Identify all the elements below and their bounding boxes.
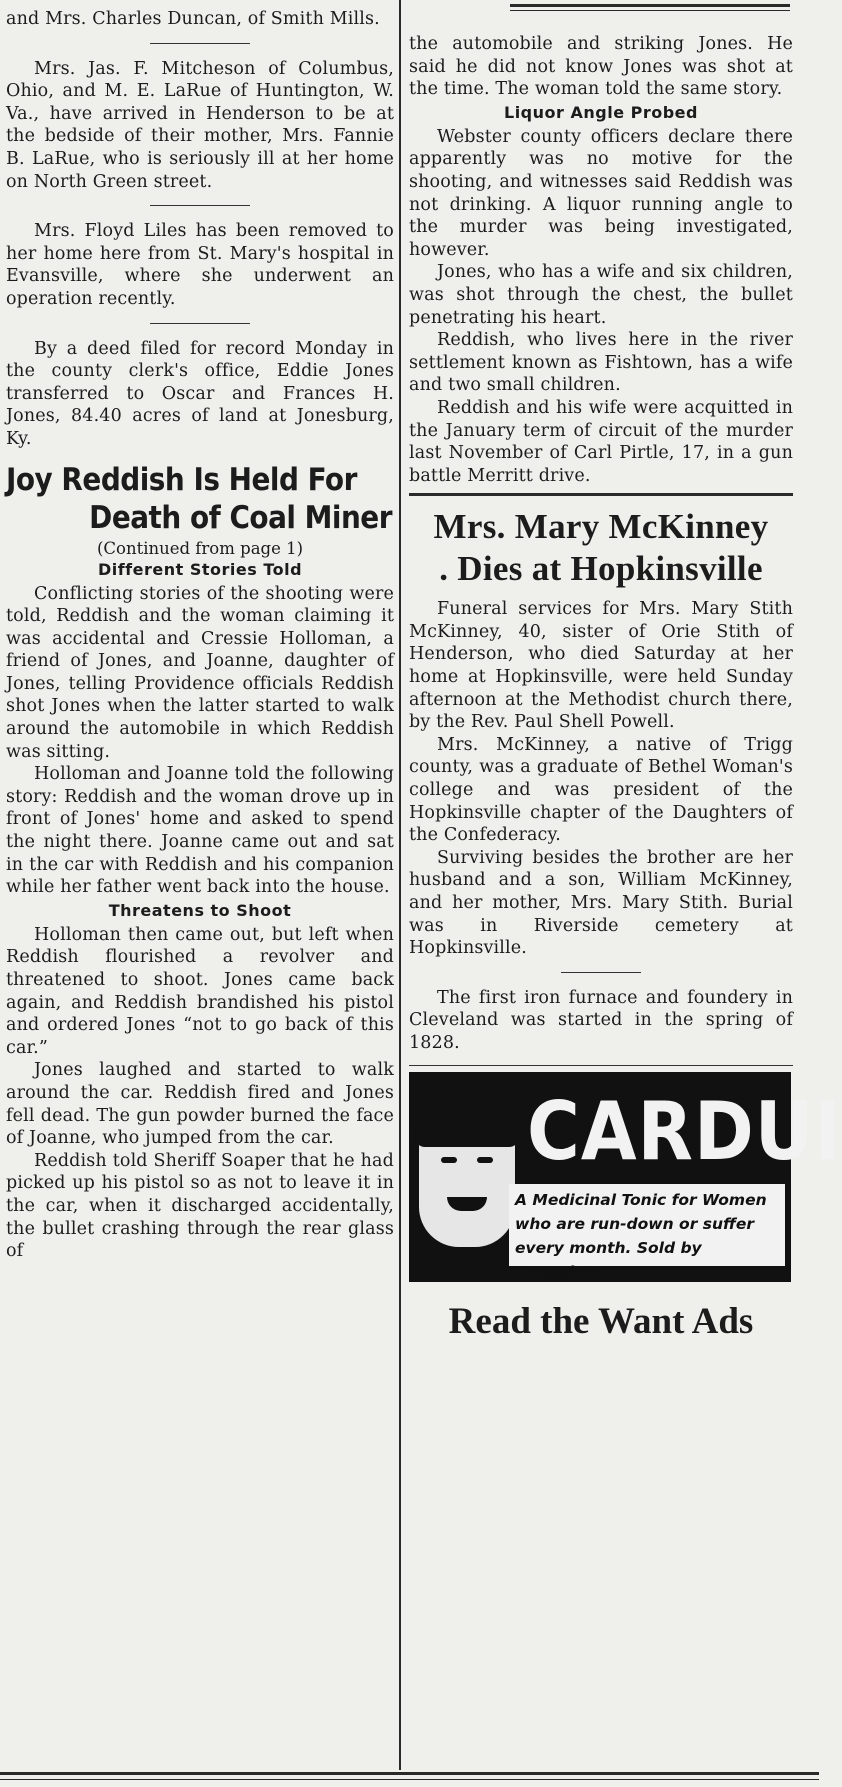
bottom-rule-thin bbox=[0, 1779, 819, 1780]
paragraph-furnace: The first iron furnace and foundery in Cleveland was started in the spring of 1828. bbox=[409, 987, 793, 1053]
subhead-different-stories: Different Stories Told bbox=[97, 559, 303, 579]
bottom-rule bbox=[0, 1772, 819, 1775]
ad-line-1: A Medicinal Tonic for Women bbox=[515, 1190, 767, 1209]
column-divider bbox=[399, 0, 401, 1770]
want-ads-banner: Read the Want Ads bbox=[448, 1300, 754, 1342]
paragraph-native: Mrs. McKinney, a native of Trigg county, was a graduate of Bethel Woman's college and was president of the Hopkinsville chapter of the Daughters of the Confederacy. bbox=[409, 734, 793, 846]
paragraph-funeral: Funeral services for Mrs. Mary Stith McKinney, 40, sister of Orie Stith of Henderson, who died Saturday at her home at Hopkinsville, were held Sunday afternoon at the Methodist church there, by the Rev. Paul Shell Powell. bbox=[409, 599, 793, 733]
paragraph-fishtown: Reddish, who lives here in the river settlement known as Fishtown, has a wife and two small children. bbox=[409, 330, 793, 396]
cardui-advertisement bbox=[409, 1072, 842, 1282]
paragraph-larue: Mrs. Jas. F. Mitcheson of Columbus, Ohio, and M. E. LaRue of Huntington, W. Va., have arrived in Henderson to be at the bedside of their mother, Mrs. Fannie B. LaRue, who is seriously ill at her home on North Green street. bbox=[6, 58, 394, 192]
paragraph-automobile: the automobile and striking Jones. He said he did not know Jones was shot at the time. The woman told the same story. bbox=[409, 34, 793, 100]
paragraph-laughed: Jones laughed and started to walk around the car. Reddish fired and Jones fell dead. The gun powder burned the face of Joanne, who jumped from the car. bbox=[6, 1060, 394, 1149]
section-rule bbox=[409, 493, 793, 496]
ad-line-3: every month. Sold by Druggists bbox=[515, 1238, 702, 1281]
paragraph-holloman: Holloman and Joanne told the following story: Reddish and the woman drove up in front of Jones' home and asked to spend the night there. Joanne came out and sat in the car with Reddish and his companion while her father went back into the house. bbox=[6, 764, 394, 898]
paragraph-liles: Mrs. Floyd Liles has been removed to her home here from St. Mary's hospital in Evansville, where she underwent an operation recently. bbox=[6, 221, 394, 309]
headline-reddish bbox=[6, 461, 394, 537]
paragraph-conflicting: Conflicting stories of the shooting were told, Reddish and the woman claiming it was accidental and Cressie Holloman, a friend of Jones, and Joanne, daughter of Jones, telling Providence officials Reddish shot Jones when the latter started to walk around the automobile in which Reddish was sitting. bbox=[6, 583, 394, 762]
woman-portrait-icon bbox=[419, 1097, 515, 1247]
headline-line-1: Mrs. Mary McKinney bbox=[433, 507, 769, 547]
paragraph-duncan: and Mrs. Charles Duncan, of Smith Mills. bbox=[6, 9, 380, 29]
subhead-threatens: Threatens to Shoot bbox=[108, 900, 292, 920]
paragraph-deed: By a deed filed for record Monday in the county clerk's office, Eddie Jones transferred to Oscar and Frances H. Jones, 84.40 acres of land at Jonesburg, Ky. bbox=[6, 338, 394, 449]
paragraph-wife: Jones, who has a wife and six children, was shot through the chest, the bullet penetrating his heart. bbox=[409, 262, 793, 328]
separator bbox=[150, 43, 250, 44]
separator bbox=[150, 205, 250, 206]
headline-line-2: Death of Coal Miner bbox=[89, 499, 392, 536]
headline-line-2: . Dies at Hopkinsville bbox=[439, 549, 763, 589]
separator bbox=[150, 323, 250, 324]
ad-brand: CARDUI bbox=[527, 1084, 842, 1178]
right-column bbox=[409, 0, 842, 1787]
paragraph-threatens: Holloman then came out, but left when Reddish flourished a revolver and threatened to shoot. Jones came back again, and Reddish brandished his pistol and ordered Jones “not to go back of this car.” bbox=[6, 924, 394, 1058]
left-column bbox=[6, 0, 394, 1787]
headline-line-1: Joy Reddish Is Held For bbox=[6, 461, 357, 498]
continued-note: (Continued from page 1) bbox=[96, 538, 304, 558]
subhead-liquor: Liquor Angle Probed bbox=[504, 102, 698, 122]
headline-mckinney bbox=[409, 506, 793, 590]
ad-tagline bbox=[509, 1184, 785, 1281]
paragraph-acquitted: Reddish and his wife were acquitted in the January term of circuit of the murder last November of Carl Pirtle, 17, in a gun battle Merritt drive. bbox=[409, 397, 793, 486]
separator bbox=[409, 1065, 793, 1066]
ad-line-2: who are run-down or suffer bbox=[515, 1214, 755, 1233]
separator bbox=[561, 972, 641, 973]
paragraph-sheriff: Reddish told Sheriff Soaper that he had picked up his pistol so as not to leave it in the car, when it discharged accidentally, the bullet crashing through the rear glass of bbox=[6, 1150, 394, 1262]
paragraph-webster: Webster county officers declare there apparently was no motive for the shooting, and witnesses said Reddish was not drinking. A liquor running angle to the murder was being investigated, however. bbox=[409, 126, 793, 260]
paragraph-surviving: Surviving besides the brother are her husband and a son, William McKinney, and her mother, Mrs. Mary Stith. Burial was in Riverside cemetery at Hopkinsville. bbox=[409, 847, 793, 959]
